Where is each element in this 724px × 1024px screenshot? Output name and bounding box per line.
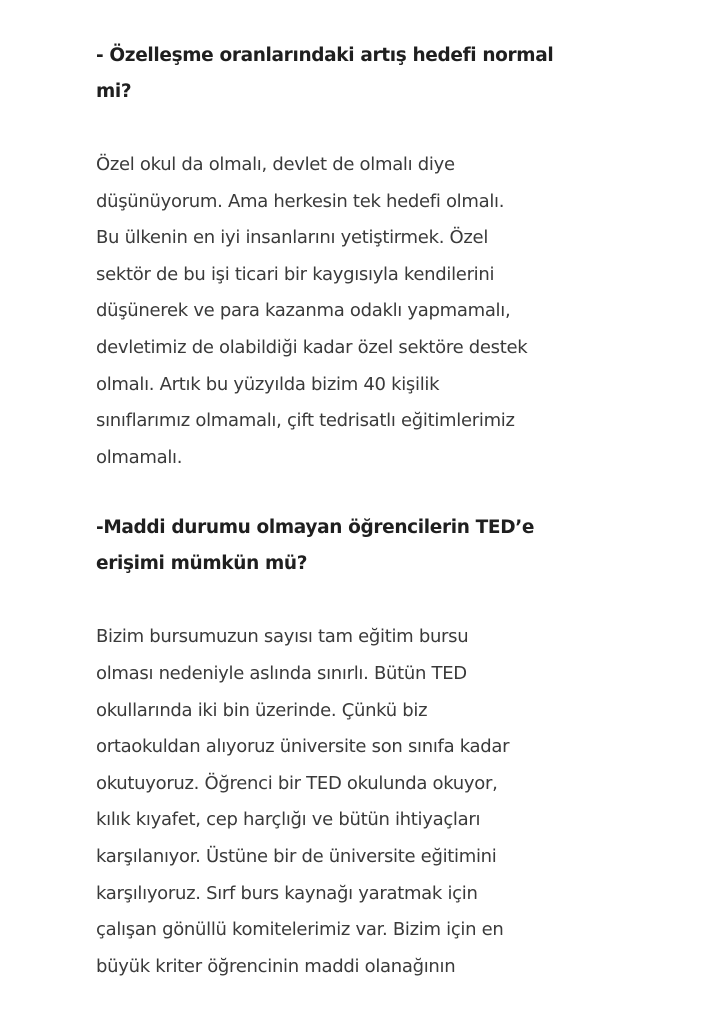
answer-paragraph-scholarship: Bizim bursumuzun sayısı tam eğitim bursu olması nedeniyle aslında sınırlı. Bütün TED okullarında iki bin üzerinde. Çünkü biz ortaokuldan alıyoruz üniversite son sınıfa kadar okutuyoruz. Öğrenci bir TED okulunda okuyor, kılık kıyafet, cep harçlığı ve bütün ihtiyaçları karşılanıyor. Üstüne bir de üniversite eğitimini karşılıyoruz. Sırf burs kaynağı yaratmak için çalışan gönüllü komitelerimiz var. Bizim için en büyük kriter öğrencinin maddi olanağının xyxy=(96,626,510,977)
answer-paragraph-privatization: Özel okul da olmalı, devlet de olmalı diye düşünüyorum. Ama herkesin tek hedefi olmalı. Bu ülkenin en iyi insanlarını yetiştirmek. Özel sektör de bu işi ticari bir kaygısıyla kendilerini düşünerek ve para kazanma odaklı yapmamalı, devletimiz de olabildiği kadar özel sektöre destek olmalı. Artık bu yüzyılda bizim 40 kişilik sınıflarımız olmamalı, çift tedrisatlı eğitimlerimiz olmamalı. xyxy=(96,154,528,468)
question-heading-scholarship-access: -Maddi durumu olmayan öğrencilerin TED’e erişimi mümkün mü? xyxy=(96,517,535,575)
question-heading-privatization: - Özelleşme oranlarındaki artış hedefi normal mi? xyxy=(96,45,554,102)
article-body xyxy=(96,38,636,985)
